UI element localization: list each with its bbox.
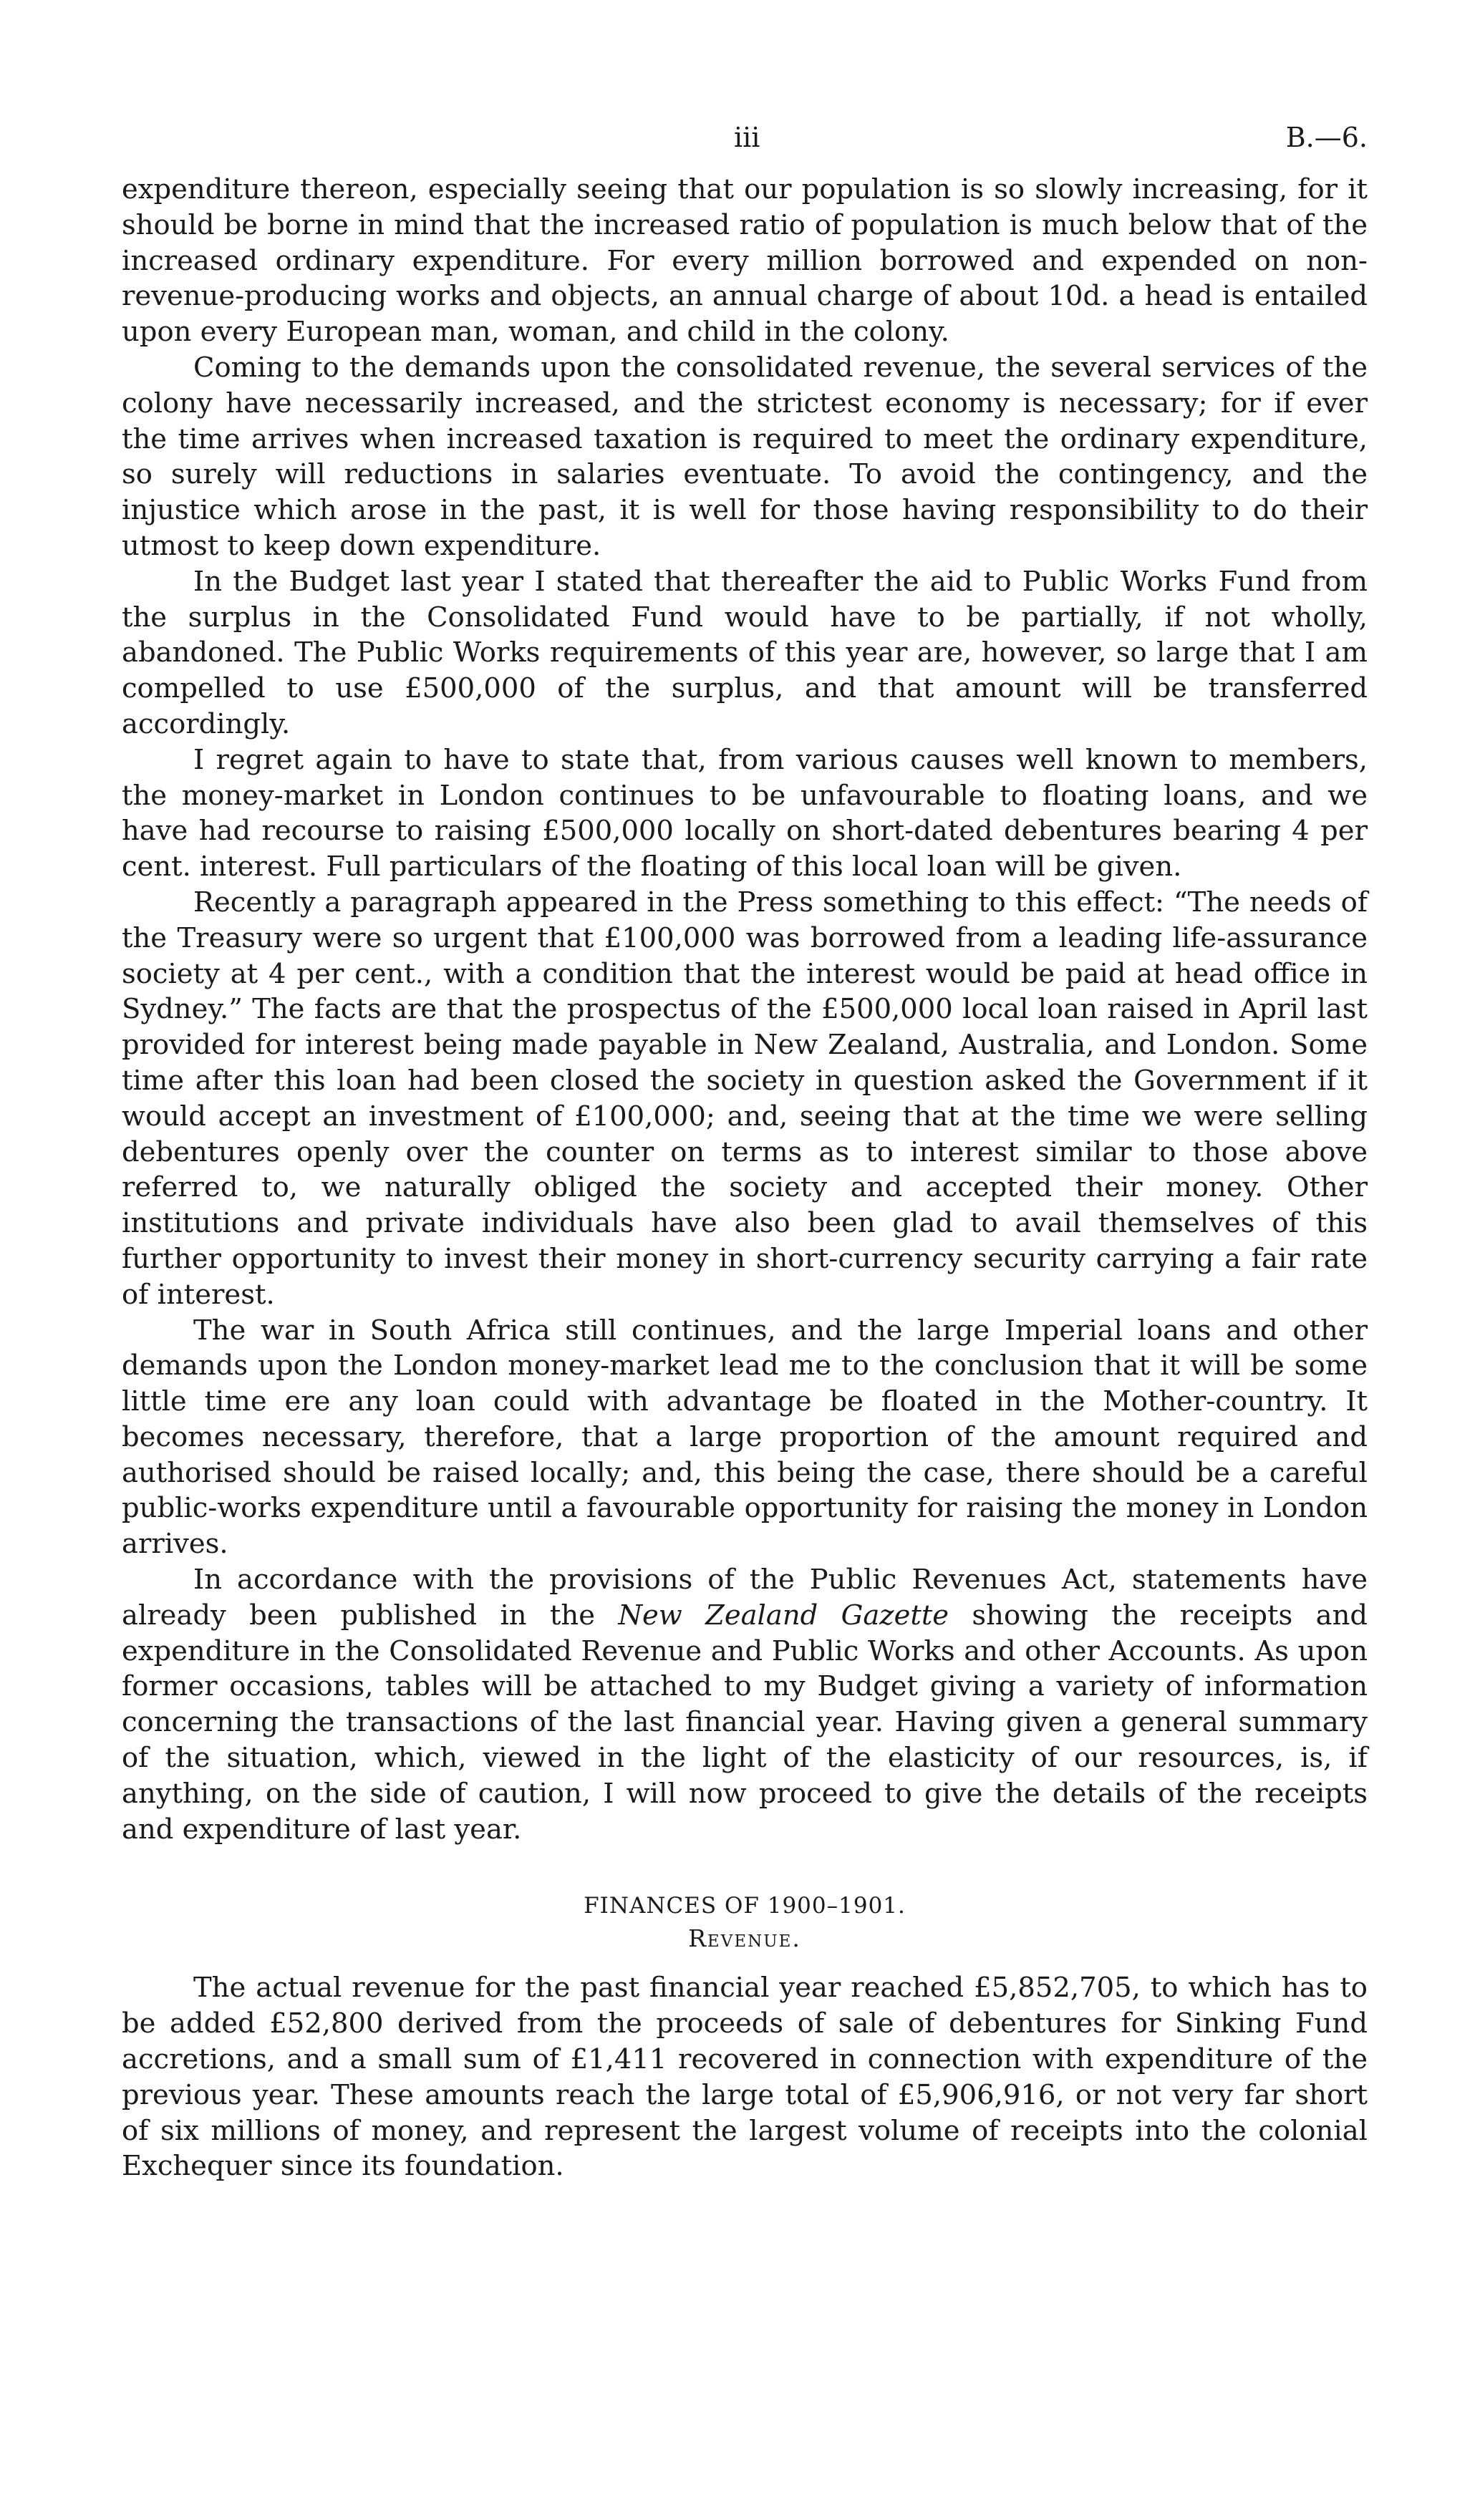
section-title: FINANCES OF 1900–1901. [584,1893,906,1919]
body-paragraph: The war in South Africa still continues, and the large Imperial loans and other demands upon the London money-market lead me to the conclusion that it will be some little time ere any loan could with advantage be floated in the Mother-country. It becomes necessary, therefore, that a large proportion of the amount required and authorised should be raised locally; and, this being the case, there should be a careful public-works expenditure until a favourable opportunity for raising the money in London arrives. [122,1314,1368,1561]
document-page [122,122,1368,2184]
revenue-paragraph: The actual revenue for the past financial year reached £5,852,705, to which has to be added £52,800 derived from the proceeds of sale of debentures for Sinking Fund accretions, and a small sum of £1,411 recovered in connection with expenditure of the previous year. These amounts reach the large total of £5,906,916, or not very far short of six millions of money, and represent the largest volume of receipts into the colonial Exchequer since its foundation. [122,1972,1368,2183]
body-paragraph: Coming to the demands upon the consolidated revenue, the several services of the colony have necessarily increased, and the strictest economy is necessary; for if ever the time arrives when increased taxation is required to meet the ordinary expenditure, so surely will reductions in salaries eventuate. To avoid the contingency, and the injustice which arose in the past, it is well for those having responsibility to do their utmost to keep down expenditure. [122,351,1368,562]
document-reference: B.—6. [1285,122,1368,153]
gazette-title: New Zealand Gazette [618,1599,949,1632]
gazette-paragraph-after: showing the receipts and expenditure in the Consolidated Revenue and Public Works and other Accounts. As upon former occasions, tables will be attached to my Budget giving a variety of information concerning the transactions of the last financial year. Having given a general summary of the situation, which, viewed in the light of the elasticity of our resources, is, if anything, on the side of caution, I will now proceed to give the details of the receipts and expenditure of last year. [122,1599,1368,1846]
page-header [122,122,1368,172]
gazette-paragraph [122,1562,1368,1847]
body-paragraph-continued: expenditure thereon, especially seeing that our population is so slowly increasing, for it should be borne in mind that the increased ratio of population is much below that of the increased ordinary expenditure. For every million borrowed and expended on non-revenue-producing works and objects, an annual charge of about 10d. a head is entailed upon every European man, woman, and child in the colony. [122,173,1368,349]
body-paragraph: I regret again to have to state that, from various causes well known to members, the money-market in London continues to be unfavourable to floating loans, and we have had recourse to raising £500,000 locally on short-dated debentures bearing 4 per cent. interest. Full particulars of the floating of this local loan will be given. [122,743,1368,883]
section-subtitle: Revenue. [688,1924,801,1953]
gazette-paragraph-before: In accordance with the provisions of the Public Revenues Act, statements have already been published in the [122,1564,1368,1632]
section-spacer [122,1847,1368,1891]
body-paragraph: In the Budget last year I stated that thereafter the aid to Public Works Fund from the surplus in the Consolidated Fund would have to be partially, if not wholly, abandoned. The Public Works requirements of this year are, however, so large that I am compelled to use £500,000 of the surplus, and that amount will be transferred accordingly. [122,565,1368,740]
page-number: iii [734,122,760,153]
body-paragraph: Recently a paragraph appeared in the Press something to this effect: “The needs of the Treasury were so urgent that £100,000 was borrowed from a leading life-assurance society at 4 per cent., with a condition that the interest would be paid at head office in Sydney.” The facts are that the prospectus of the £500,000 local loan raised in April last provided for interest being made payable in New Zealand, Australia, and London. Some time after this loan had been closed the society in question asked the Government if it would accept an investment of £100,000; and, seeing that at the time we were selling debentures openly over the counter on terms as to interest similar to those above referred to, we naturally obliged the society and accepted their money. Other institutions and private individuals have also been glad to avail themselves of this further opportunity to invest their money in short-currency security carrying a fair rate of interest. [122,886,1368,1311]
